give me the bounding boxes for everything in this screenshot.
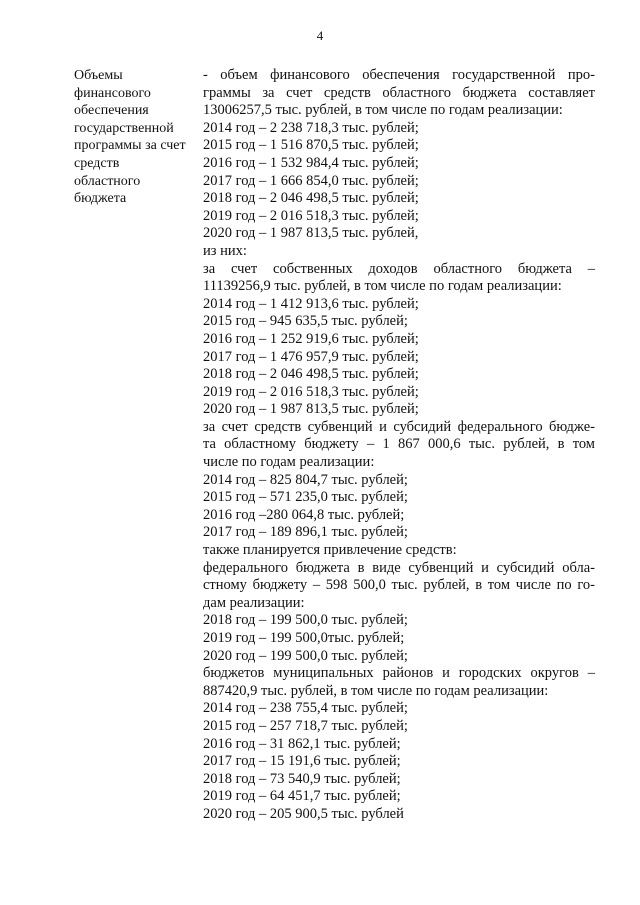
text-line: 2015 год – 571 235,0 тыс. рублей;: [203, 489, 408, 506]
text-line: 2014 год – 2 238 718,3 тыс. рублей;: [203, 119, 419, 136]
text-line: 2018 год – 2 046 498,5 тыс. рублей;: [203, 366, 419, 383]
text-line: 2015 год – 257 718,7 тыс. рублей;: [203, 717, 408, 734]
text-line: 2019 год – 64 451,7 тыс. рублей;: [203, 788, 401, 805]
text-line: 2015 год – 1 516 870,5 тыс. рублей;: [203, 137, 419, 154]
text-line: 2018 год – 2 046 498,5 тыс. рублей;: [203, 190, 419, 207]
text-line: числе по годам реализации:: [203, 454, 375, 471]
label-line: бюджета: [74, 191, 127, 207]
text-line: 2016 год – 1 532 984,4 тыс. рублей;: [203, 154, 419, 171]
text-line: 2018 год – 73 540,9 тыс. рублей;: [203, 770, 401, 787]
text-line: федерального бюджета в виде субвенций и субсидий обла-: [203, 559, 595, 576]
text-line: 2019 год – 199 500,0тыс. рублей;: [203, 630, 405, 646]
text-line: 2017 год – 15 191,6 тыс. рублей;: [203, 753, 401, 770]
text-line: 2014 год – 238 755,4 тыс. рублей;: [203, 700, 408, 717]
label-line: программы за счет: [74, 138, 186, 154]
text-line: 2016 год – 31 862,1 тыс. рублей;: [203, 735, 401, 752]
text-line: 2014 год – 825 804,7 тыс. рублей;: [203, 471, 408, 488]
text-line: 2017 год – 1 476 957,9 тыс. рублей;: [203, 348, 419, 365]
text-line: 2016 год – 1 252 919,6 тыс. рублей;: [203, 330, 419, 347]
text-line: та областному бюджету – 1 867 000,6 тыс. рублей, в том: [203, 436, 595, 453]
label-line: финансового: [74, 85, 151, 101]
text-line: бюджетов муниципальных районов и городских округов –: [203, 665, 595, 682]
row-content: [203, 67, 595, 824]
label-line: средств: [74, 155, 120, 171]
label-line: государственной: [74, 120, 174, 136]
text-line: 2019 год – 2 016 518,3 тыс. рублей;: [203, 383, 419, 400]
page-number: 4: [316, 28, 324, 43]
text-line: за счет средств субвенций и субсидий федерального бюдже-: [203, 418, 595, 435]
text-line: дам реализации:: [203, 594, 305, 611]
text-line: 2015 год – 945 635,5 тыс. рублей;: [203, 313, 408, 330]
text-line: 2020 год – 199 500,0 тыс. рублей;: [203, 647, 408, 664]
text-line: 2016 год –280 064,8 тыс. рублей;: [203, 506, 405, 523]
text-line: 2020 год – 1 987 813,5 тыс. рублей;: [203, 401, 419, 418]
text-line: стному бюджету – 598 500,0 тыс. рублей, в том числе по го-: [203, 577, 595, 594]
text-line: 2018 год – 199 500,0 тыс. рублей;: [203, 612, 408, 629]
text-line: 2014 год – 1 412 913,6 тыс. рублей;: [203, 295, 419, 312]
text-line: из них:: [203, 242, 247, 259]
text-line: 2019 год – 2 016 518,3 тыс. рублей;: [203, 207, 419, 224]
label-line: Объемы: [74, 68, 123, 83]
text-line: 13006257,5 тыс. рублей, в том числе по годам реализации:: [203, 102, 563, 119]
text-line: 11139256,9 тыс. рублей, в том числе по годам реализации:: [203, 278, 562, 295]
text-line: 2020 год – 1 987 813,5 тыс. рублей,: [203, 225, 419, 242]
text-line: за счет собственных доходов областного бюджета –: [203, 260, 595, 277]
text-line: 2017 год – 1 666 854,0 тыс. рублей;: [203, 172, 419, 189]
text-line: граммы за счет средств областного бюджета составляет: [203, 84, 595, 101]
text-line: 2020 год – 205 900,5 тыс. рублей: [203, 805, 404, 822]
row-label: [74, 67, 196, 208]
text-line: 887420,9 тыс. рублей, в том числе по годам реализации:: [203, 682, 549, 699]
label-line: обеспечения: [74, 103, 149, 119]
text-line: - объем финансового обеспечения государственной про-: [203, 67, 595, 83]
label-line: областного: [74, 173, 141, 189]
text-line: 2017 год – 189 896,1 тыс. рублей;: [203, 524, 408, 541]
text-line: также планируется привлечение средств:: [203, 542, 457, 559]
